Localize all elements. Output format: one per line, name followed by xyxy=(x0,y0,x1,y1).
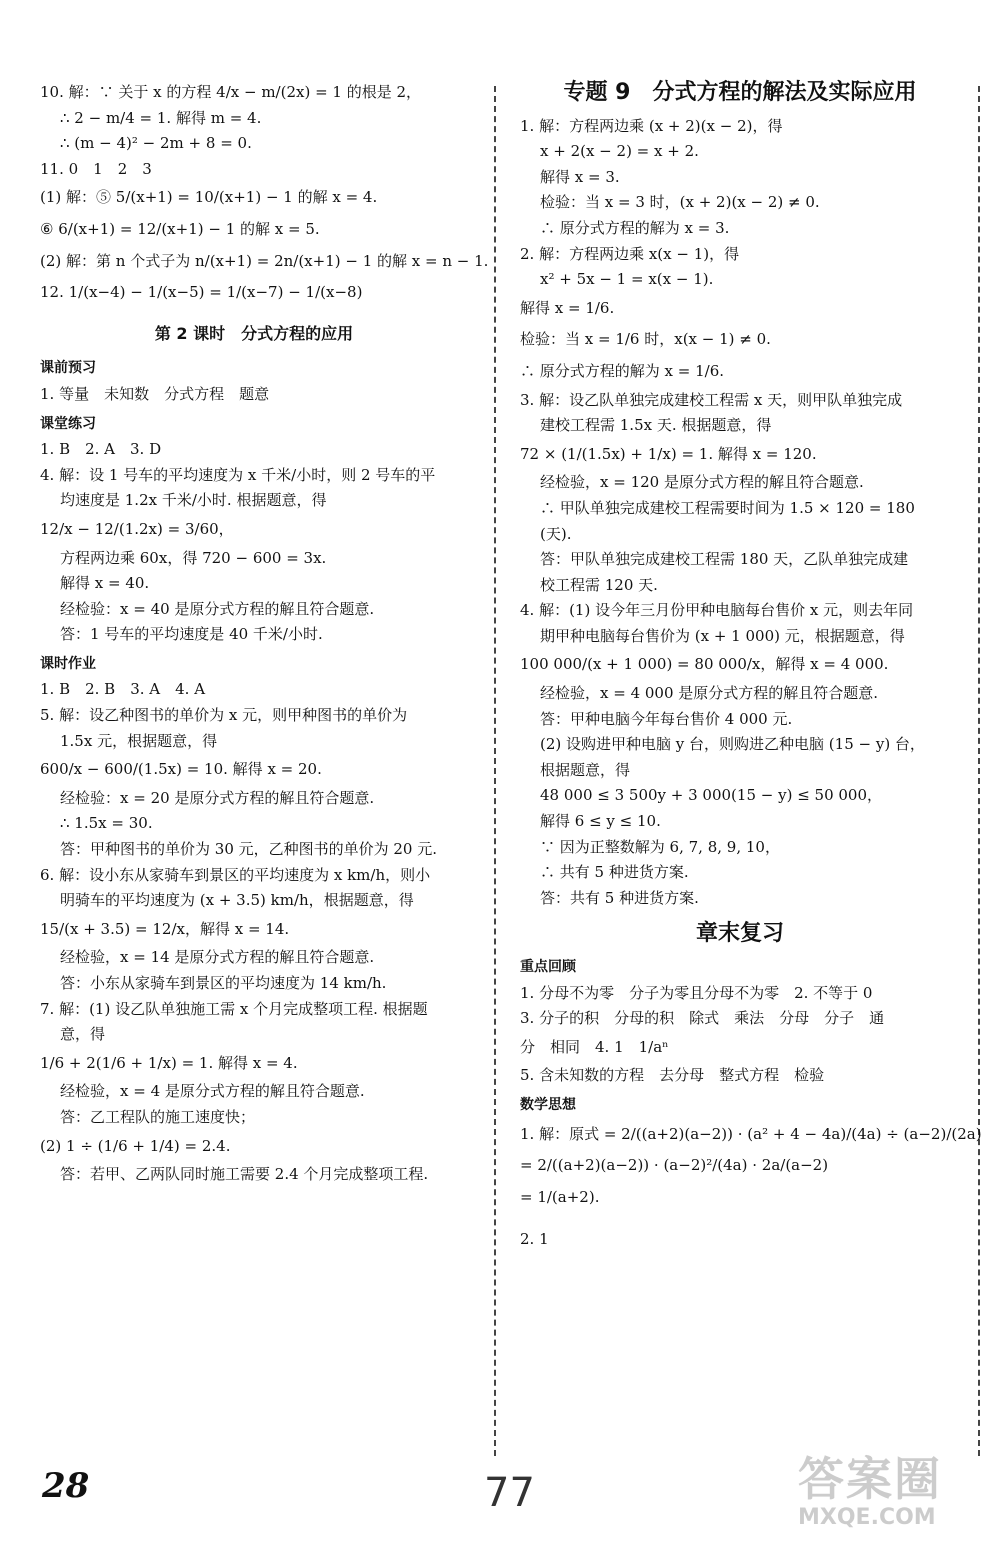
r-q2-line3: 解得 x = 1/6. xyxy=(520,298,615,317)
r-q3-line2: 建校工程需 1.5x 天. 根据题意，得 xyxy=(540,416,772,435)
chapter-review-title: 章末复习 xyxy=(695,921,784,947)
homework-q5-line5: ∴ 1.5x = 30. xyxy=(60,814,153,833)
key-review-q5: 5. 含未知数的方程 去分母 整式方程 检验 xyxy=(520,1066,825,1085)
homework-q1-4: 1. B 2. B 3. A 4. A xyxy=(40,680,206,699)
r-q4-line8: 48 000 ≤ 3 500y + 3 000(15 − y) ≤ 50 000， xyxy=(540,786,883,805)
r-q4-line10: ∵ 因为正整数解为 6, 7, 8, 9, 10， xyxy=(540,837,780,856)
r-q4-line9: 解得 6 ≤ y ≤ 10. xyxy=(540,812,661,831)
r-q4-line7: 根据题意，得 xyxy=(540,760,631,779)
classwork-q1-3: 1. B 2. A 3. D xyxy=(40,440,162,459)
r-q4-line4: 经检验，x = 4 000 是原分式方程的解且符合题意. xyxy=(540,684,879,703)
q11-answer: 11. 0 1 2 3 xyxy=(40,159,152,178)
topic9-title: 专题 9 分式方程的解法及实际应用 xyxy=(563,80,917,105)
homework-q5-line1: 5. 解：设乙种图书的单价为 x 元，则甲种图书的单价为 xyxy=(40,706,408,725)
q10-line3: ∴ (m − 4)² − 2m + 8 = 0. xyxy=(60,134,252,153)
homework-q6-line4: 经检验，x = 14 是原分式方程的解且符合题意. xyxy=(60,948,375,967)
q12-answer: 12. 1/(x−4) − 1/(x−5) = 1/(x−7) − 1/(x−8) xyxy=(40,283,363,302)
homework-q5-line2: 1.5x 元，根据题意，得 xyxy=(60,731,218,750)
classwork-q4-line6: 经检验：x = 40 是原分式方程的解且符合题意. xyxy=(60,599,375,618)
homework-q6-equation: 15/(x + 3.5) = 12/x，解得 x = 14. xyxy=(40,919,290,938)
math-thinking-q1-line3: = 1/(a+2). xyxy=(520,1187,600,1206)
r-q4-line1: 4. 解：(1) 设今年三月份甲种电脑每台售价 x 元，则去年同 xyxy=(520,601,914,620)
r-q3-line4: 经检验，x = 120 是原分式方程的解且符合题意. xyxy=(540,473,864,492)
page-number: 28 xyxy=(42,1466,90,1506)
homework-q7-line4: 经检验，x = 4 是原分式方程的解且符合题意. xyxy=(60,1082,365,1101)
classwork-heading: 课堂练习 xyxy=(40,415,96,432)
r-q3-line5: ∴ 甲队单独完成建校工程需要时间为 1.5 × 120 = 180 xyxy=(540,498,915,517)
math-thinking-q1-line2: = 2/((a+2)(a−2)) · (a−2)²/(4a) · 2a/(a−2) xyxy=(520,1156,829,1175)
key-review-q3-line2: 分 相同 4. 1 1/aⁿ xyxy=(520,1037,669,1056)
column-divider xyxy=(494,86,496,1456)
key-review-q3-line1: 3. 分子的积 分母的积 除式 乘法 分母 分子 通 xyxy=(520,1009,885,1028)
r-q1-line4: 检验：当 x = 3 时，(x + 2)(x − 2) ≠ 0. xyxy=(540,193,820,212)
watermark-logo xyxy=(798,1443,988,1533)
r-q1-line2: x + 2(x − 2) = x + 2. xyxy=(540,142,699,161)
homework-q7-line2: 意，得 xyxy=(60,1025,106,1044)
r-q3-line7: 答：甲队单独完成建校工程需 180 天，乙队单独完成建 xyxy=(540,550,909,569)
key-review-q1: 1. 分母不为零 分子为零且分母不为零 2. 不等于 0 xyxy=(520,983,873,1002)
r-q4-line6: (2) 设购进甲种电脑 y 台，则购进乙种电脑 (15 − y) 台， xyxy=(540,735,925,754)
homework-heading: 课时作业 xyxy=(40,655,96,672)
key-review-heading: 重点回顾 xyxy=(520,959,576,975)
q10-line2: ∴ 2 − m/4 = 1. 解得 m = 4. xyxy=(60,108,262,127)
r-q4-line5: 答：甲种电脑今年每台售价 4 000 元. xyxy=(540,709,793,728)
classwork-q4-line7: 答：1 号车的平均速度是 40 千米/小时. xyxy=(60,625,323,644)
left-column xyxy=(40,80,489,1188)
watermark-url: MXQE.COM xyxy=(798,1505,936,1530)
r-q1-line3: 解得 x = 3. xyxy=(540,167,620,186)
homework-q7-equation: 1/6 + 2(1/6 + 1/x) = 1. 解得 x = 4. xyxy=(40,1053,298,1072)
right-column xyxy=(520,80,982,1253)
classwork-q4-line1: 4. 解：设 1 号车的平均速度为 x 千米/小时，则 2 号车的平 xyxy=(40,465,436,484)
right-edge-rule xyxy=(978,86,980,1456)
homework-q7-line7: 答：若甲、乙两队同时施工需要 2.4 个月完成整项工程. xyxy=(60,1165,429,1184)
math-thinking-heading: 数学思想 xyxy=(520,1096,576,1113)
r-q3-equation: 72 × (1/(1.5x) + 1/x) = 1. 解得 x = 120. xyxy=(520,444,817,463)
math-thinking-q2: 2. 1 xyxy=(520,1230,549,1249)
classwork-q4-line5: 解得 x = 40. xyxy=(60,574,150,593)
q11-part1b: ⑥ 6/(x+1) = 12/(x+1) − 1 的解 x = 5. xyxy=(40,219,320,238)
r-q4-line12: 答：共有 5 种进货方案. xyxy=(540,888,699,907)
math-thinking-q1-line1: 1. 解：原式 = 2/((a+2)(a−2)) · (a² + 4 − 4a)/(4a) ÷ (a−2)/(2a) xyxy=(520,1124,982,1143)
homework-q7-line5: 答：乙工程队的施工速度快； xyxy=(60,1107,256,1126)
r-q1-line1: 1. 解：方程两边乘 (x + 2)(x − 2)，得 xyxy=(520,116,783,135)
preview-q1: 1. 等量 未知数 分式方程 题意 xyxy=(40,384,270,403)
homework-q5-line6: 答：甲种图书的单价为 30 元，乙种图书的单价为 20 元. xyxy=(60,840,438,859)
r-q1-line5: ∴ 原分式方程的解为 x = 3. xyxy=(540,218,730,237)
r-q2-line4: 检验：当 x = 1/6 时，x(x − 1) ≠ 0. xyxy=(520,330,771,349)
r-q3-line8: 校工程需 120 天. xyxy=(540,575,658,594)
handwritten-mark: 77 xyxy=(484,1470,535,1516)
preview-heading: 课前预习 xyxy=(40,360,96,377)
homework-q6-line1: 6. 解：设小东从家骑车到景区的平均速度为 x km/h，则小 xyxy=(40,865,431,884)
homework-q7-part2: (2) 1 ÷ (1/6 + 1/4) = 2.4. xyxy=(40,1136,231,1155)
q10-line1: 10. 解：∵ 关于 x 的方程 4/x − m/(2x) = 1 的根是 2， xyxy=(40,83,422,101)
q11-part1: (1) 解：⑤ 5/(x+1) = 10/(x+1) − 1 的解 x = 4. xyxy=(40,188,378,207)
r-q3-line1: 3. 解：设乙队单独完成建校工程需 x 天，则甲队单独完成 xyxy=(520,390,903,409)
r-q4-equation: 100 000/(x + 1 000) = 80 000/x，解得 x = 4 000. xyxy=(520,655,889,674)
homework-q5-line4: 经检验：x = 20 是原分式方程的解且符合题意. xyxy=(60,788,375,807)
homework-q6-line5: 答：小东从家骑车到景区的平均速度为 14 km/h. xyxy=(60,974,387,992)
r-q2-line2: x² + 5x − 1 = x(x − 1). xyxy=(540,270,714,289)
watermark-text: 答案圈 xyxy=(798,1452,942,1506)
homework-q7-line1: 7. 解：(1) 设乙队单独施工需 x 个月完成整项工程. 根据题 xyxy=(40,999,428,1018)
homework-q6-line2: 明骑车的平均速度为 (x + 3.5) km/h，根据题意，得 xyxy=(60,891,414,910)
r-q4-line2: 期甲种电脑每台售价为 (x + 1 000) 元，根据题意，得 xyxy=(540,626,905,645)
homework-q5-equation: 600/x − 600/(1.5x) = 10. 解得 x = 20. xyxy=(40,760,322,779)
r-q4-line11: ∴ 共有 5 种进货方案. xyxy=(540,863,689,882)
section-title-lesson2: 第 2 课时 分式方程的应用 xyxy=(154,323,354,343)
r-q2-line1: 2. 解：方程两边乘 x(x − 1)，得 xyxy=(520,244,740,263)
q11-part2: (2) 解：第 n 个式子为 n/(x+1) = 2n/(x+1) − 1 的解 x = n − 1. xyxy=(40,251,489,270)
r-q3-line6: (天). xyxy=(540,524,572,543)
classwork-q4-line4: 方程两边乘 60x，得 720 − 600 = 3x. xyxy=(60,548,327,567)
r-q2-line5: ∴ 原分式方程的解为 x = 1/6. xyxy=(520,361,725,380)
classwork-q4-equation: 12/x − 12/(1.2x) = 3/60， xyxy=(40,519,234,538)
classwork-q4-line2: 均速度是 1.2x 千米/小时. 根据题意，得 xyxy=(60,491,327,510)
